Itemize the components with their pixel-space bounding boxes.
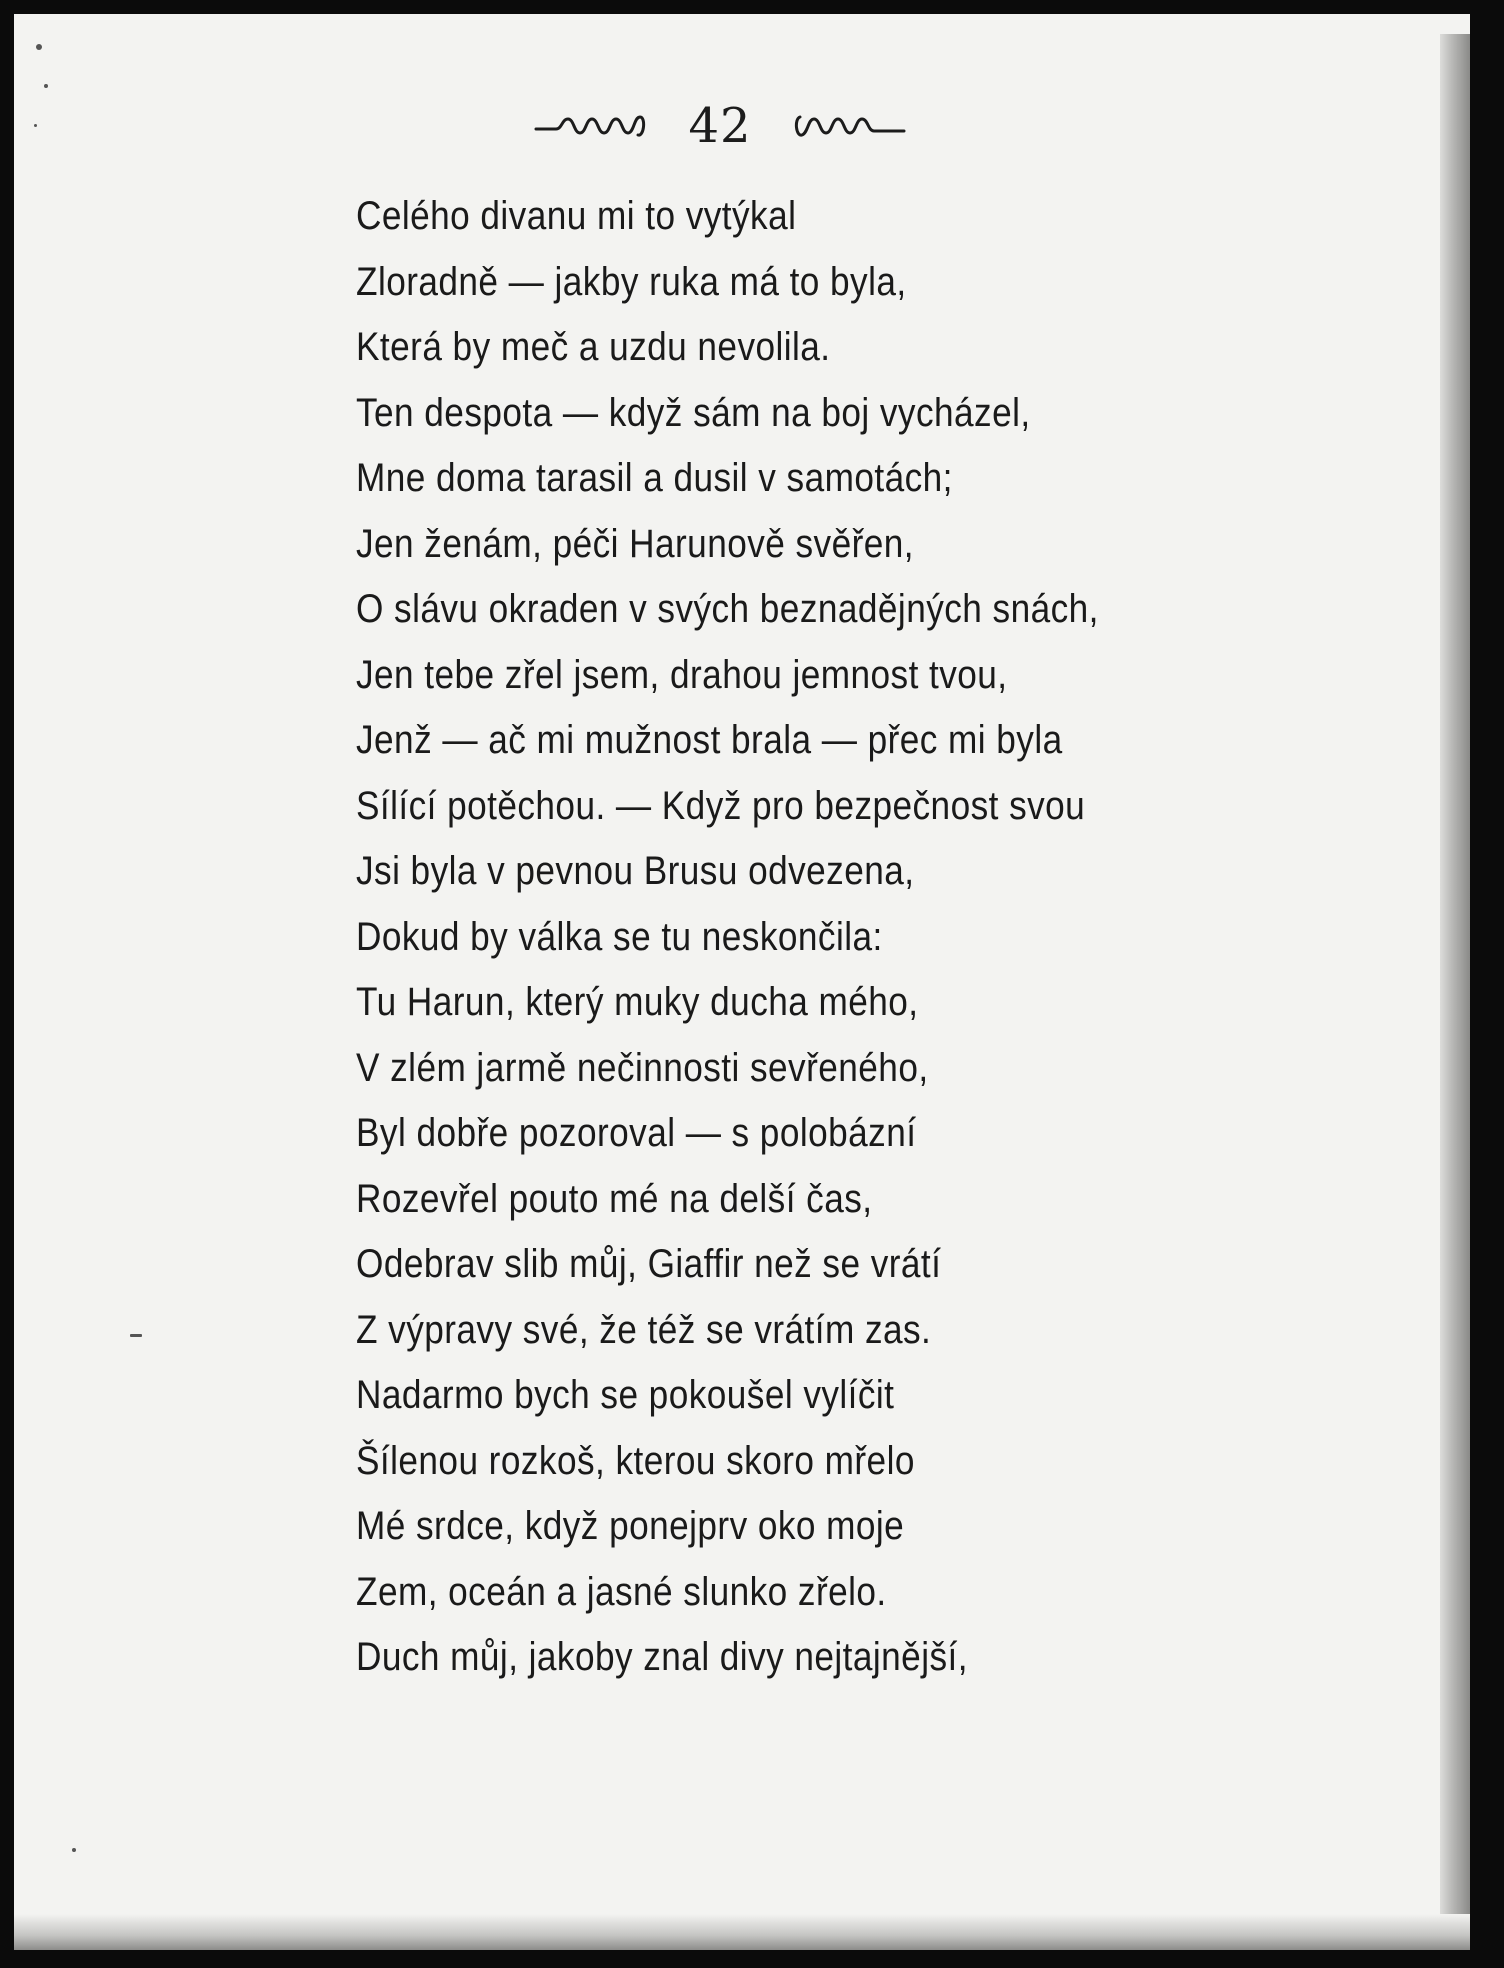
poem-line: V zlém jarmě nečinnosti sevřeného, (356, 1045, 929, 1090)
poem-line: Mne doma tarasil a dusil v samotách; (356, 456, 953, 500)
poem-line: Duch můj, jakoby znal divy nejtajnější, (356, 1635, 968, 1679)
poem-line: Sílící potěchou. — Když pro bezpečnost svou (356, 783, 1086, 828)
left-ornament-icon (534, 111, 662, 141)
page-bottom-shadow (14, 1914, 1470, 1950)
poem-line: Nadarmo bych se pokoušel vylíčit (356, 1373, 895, 1417)
poem-line: Jen ženám, péči Harunově svěřen, (356, 521, 915, 566)
poem-line: Jen tebe zřel jsem, drahou jemnost tvou, (356, 652, 1008, 697)
scan-speck (44, 84, 48, 88)
scan-speck (36, 44, 42, 50)
page-edge-shadow (1440, 34, 1470, 1950)
poem-line: Šílenou rozkoš, kterou skoro mřelo (356, 1438, 915, 1483)
page-header (14, 96, 1470, 156)
poem-line: Z výpravy své, že též se vrátím zas. (356, 1307, 932, 1352)
scan-speck (34, 124, 37, 127)
poem-line: Ten despota — když sám na boj vycházel, (356, 390, 1031, 435)
poem-line: Zem, oceán a jasné slunko zřelo. (356, 1569, 887, 1614)
poem-text (356, 184, 1356, 1691)
poem-line: Odebrav slib můj, Giaffir než se vrátí (356, 1242, 942, 1286)
poem-line: Zloradně — jakby ruka má to byla, (356, 259, 907, 304)
poem-line: O slávu okraden v svých beznadějných snách, (356, 587, 1099, 631)
poem-line: Celého divanu mi to vytýkal (356, 194, 797, 238)
poem-line: Tu Harun, který muky ducha mého, (356, 980, 919, 1024)
poem-line: Dokud by válka se tu neskončila: (356, 914, 883, 959)
book-page (14, 14, 1470, 1950)
right-ornament-icon (778, 111, 906, 141)
scan-speck (72, 1848, 76, 1852)
poem-line: Rozevřel pouto mé na delší čas, (356, 1176, 873, 1221)
page-number: 42 (688, 98, 752, 154)
poem-line: Jsi byla v pevnou Brusu odvezena, (356, 849, 915, 893)
poem-line: Která by meč a uzdu nevolila. (356, 325, 831, 369)
poem-line: Byl dobře pozoroval — s polobázní (356, 1111, 917, 1155)
scan-speck (130, 1334, 142, 1337)
poem-line: Mé srdce, když ponejprv oko moje (356, 1504, 905, 1548)
poem-line: Jenž — ač mi mužnost brala — přec mi byla (356, 718, 1063, 762)
